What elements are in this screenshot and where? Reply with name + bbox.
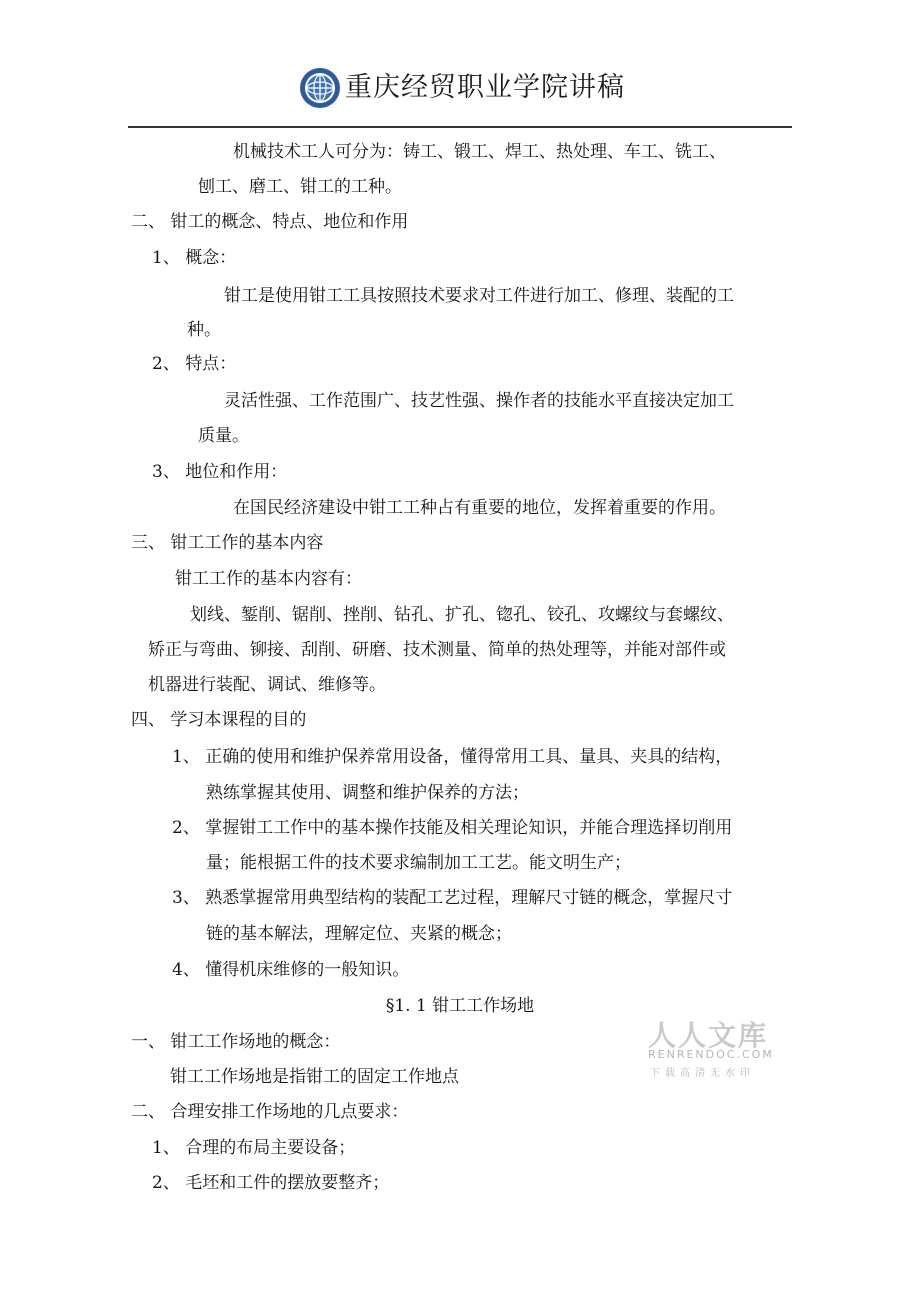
section-heading: 三、 钳工工作的基本内容 <box>131 533 324 553</box>
text-line: 在国民经济建设中钳工工种占有重要的地位，发挥着重要的作用。 <box>233 498 726 518</box>
section-heading: 二、 合理安排工作场地的几点要求： <box>131 1102 409 1122</box>
text-line: 钳工工作的基本内容有： <box>175 569 362 589</box>
text-line: 钳工是使用钳工工具按照技术要求对工件进行加工、修理、装配的工 <box>224 286 734 306</box>
text-line: 灵活性强、工作范围广、技艺性强、操作者的技能水平直接决定加工 <box>224 391 734 411</box>
text-line: 链的基本解法，理解定位、夹紧的概念； <box>206 924 512 944</box>
watermark-site: RENRENDOC.COM <box>648 1048 774 1061</box>
watermark-tagline: 下载高清无水印 <box>650 1068 755 1079</box>
section-heading: 四、 学习本课程的目的 <box>131 710 307 730</box>
header-divider <box>128 126 792 128</box>
text-line: 熟练掌握其使用、调整和维护保养的方法； <box>206 783 529 803</box>
text-line: 机械技术工人可分为：铸工、锻工、焊工、热处理、车工、铣工、 <box>233 142 726 162</box>
subheading: 2、 特点： <box>152 354 237 374</box>
subheading: 1、 概念： <box>152 248 237 268</box>
text-line: 矫正与弯曲、铆接、刮削、研磨、技术测量、简单的热处理等，并能对部件或 <box>148 640 726 660</box>
page-header <box>0 64 920 114</box>
list-item: 3、 熟悉掌握常用典型结构的装配工艺过程，理解尺寸链的概念，掌握尺寸 <box>172 888 733 908</box>
subheading: 3、 地位和作用： <box>152 462 288 482</box>
text-line: 划线、錾削、锯削、挫削、钻孔、扩孔、锪孔、铰孔、攻螺纹与套螺纹、 <box>190 605 734 625</box>
list-item: 1、 正确的使用和维护保养常用设备，懂得常用工具、量具、夹具的结构， <box>172 747 733 767</box>
text-line: 质量。 <box>198 426 249 446</box>
school-seal-icon <box>299 67 341 109</box>
list-item: 2、 掌握钳工工作中的基本操作技能及相关理论知识，并能合理选择切削用 <box>172 818 733 838</box>
chapter-heading: §1. 1 钳工工作场地 <box>385 996 535 1016</box>
watermark <box>640 1014 780 1080</box>
text-line: 量；能根据工件的技术要求编制加工工艺。能文明生产； <box>206 853 631 873</box>
text-line: 刨工、磨工、钳工的工种。 <box>198 177 402 197</box>
section-heading: 二、 钳工的概念、特点、地位和作用 <box>131 212 409 232</box>
text-line: 机器进行装配、调试、维修等。 <box>148 675 386 695</box>
watermark-title: 人人文库 <box>648 1019 769 1052</box>
list-item: 2、 毛坯和工件的摆放要整齐； <box>152 1173 390 1193</box>
page-title: 重庆经贸职业学院讲稿 <box>345 72 625 103</box>
section-heading: 一、 钳工工作场地的概念： <box>131 1032 341 1052</box>
list-item: 1、 合理的布局主要设备； <box>152 1138 356 1158</box>
text-line: 钳工工作场地是指钳工的固定工作地点 <box>170 1067 459 1087</box>
text-line: 种。 <box>187 320 221 340</box>
list-item: 4、 懂得机床维修的一般知识。 <box>172 960 410 980</box>
